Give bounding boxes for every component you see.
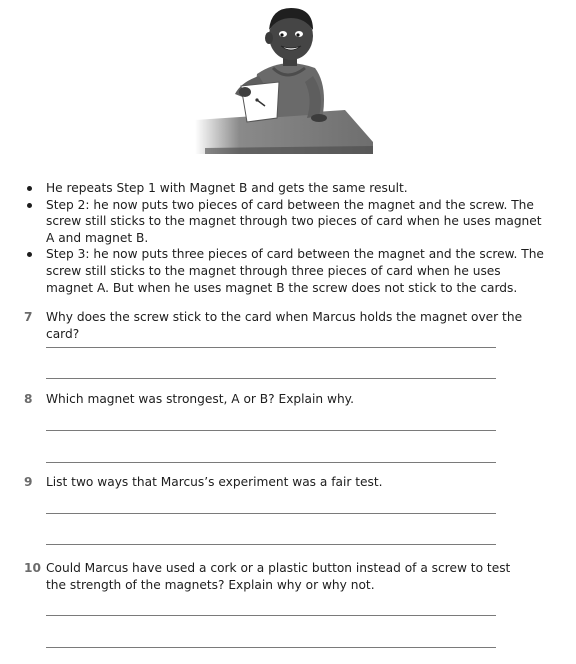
question-number: 8 — [24, 392, 33, 406]
list-item — [24, 197, 544, 247]
answer-line[interactable] — [46, 513, 496, 514]
question-number: 10 — [24, 561, 41, 575]
bullet-text: Step 3: he now puts three pieces of card between the magnet and the screw. The screw still sticks to the magnet through three pieces of card when he uses magnet A. But when he uses magnet B the screw does not stick to the cards. — [46, 247, 544, 295]
bullet-text: Step 2: he now puts two pieces of card between the magnet and the screw. The screw still sticks to the magnet through two pieces of card when he uses magnet A and magnet B. — [46, 197, 542, 245]
question-9 — [24, 474, 559, 491]
question-text: Why does the screw stick to the card when Marcus holds the magnet over the card? — [46, 310, 523, 341]
answer-line[interactable] — [46, 430, 496, 431]
question-8 — [24, 391, 559, 408]
answer-line[interactable] — [46, 615, 496, 616]
question-number: 9 — [24, 475, 33, 489]
answer-line[interactable] — [46, 544, 496, 545]
question-text: List two ways that Marcus’s experiment was a fair test. — [46, 475, 383, 489]
answer-line[interactable] — [46, 378, 496, 379]
list-item — [24, 246, 544, 296]
bullet-dot-icon — [27, 252, 32, 257]
bullet-dot-icon — [27, 186, 32, 191]
answer-line[interactable] — [46, 347, 496, 348]
answer-line[interactable] — [46, 647, 496, 648]
question-text: Which magnet was strongest, A or B? Explain why. — [46, 392, 355, 406]
bullet-dot-icon — [27, 203, 32, 208]
boy-with-magnet-illustration — [195, 2, 375, 158]
answer-line[interactable] — [46, 462, 496, 463]
question-7 — [24, 309, 559, 342]
steps-bullet-list — [24, 180, 544, 296]
question-text: Could Marcus have used a cork or a plastic button instead of a screw to test the strength of the magnets? Explain why or why not. — [46, 561, 511, 592]
list-item — [24, 180, 544, 197]
question-number: 7 — [24, 310, 33, 324]
question-10 — [24, 560, 529, 593]
bullet-text: He repeats Step 1 with Magnet B and gets the same result. — [46, 181, 408, 195]
